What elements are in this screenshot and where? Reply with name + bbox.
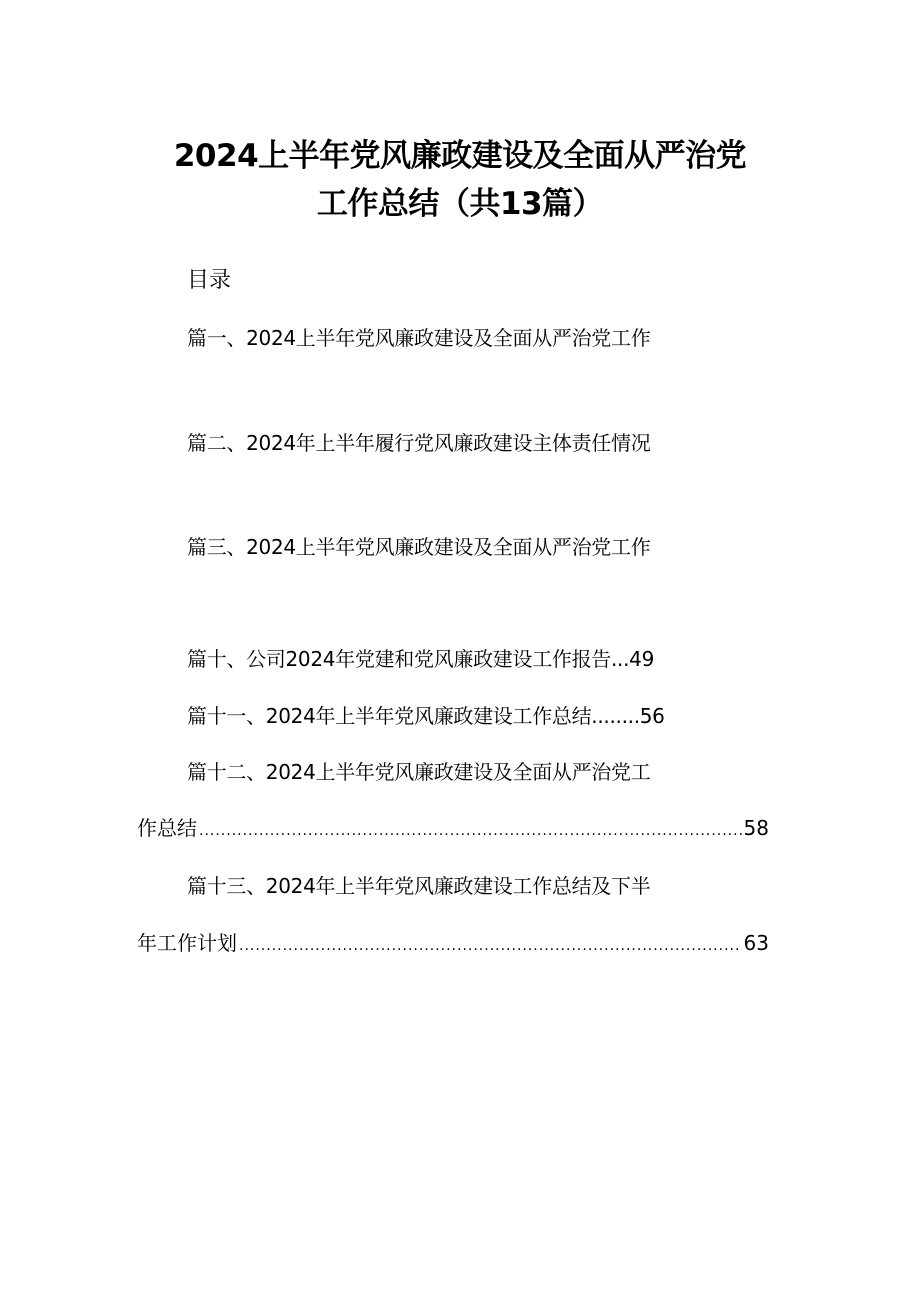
toc-leader-dots [239, 931, 742, 961]
toc-page-number: 58 [743, 816, 769, 840]
toc-heading: 目录 [187, 268, 232, 293]
document-title-line-2: 工作总结（共13篇） [316, 186, 604, 222]
toc-entry-12-continuation[interactable] [137, 813, 769, 846]
toc-entry-13-continuation[interactable] [137, 928, 769, 961]
toc-entry-10[interactable]: 篇十、公司2024年党建和党风廉政建设工作报告...49 [187, 647, 655, 671]
toc-leader-dots [199, 816, 742, 846]
document-title-line-1: 2024上半年党风廉政建设及全面从严治党 [173, 138, 747, 174]
toc-entry-2[interactable]: 篇二、2024年上半年履行党风廉政建设主体责任情况 [187, 431, 651, 455]
toc-entry-13[interactable]: 篇十三、2024年上半年党风廉政建设工作总结及下半 [187, 874, 651, 898]
toc-entry-12[interactable]: 篇十二、2024上半年党风廉政建设及全面从严治党工 [187, 760, 651, 784]
toc-entry-3[interactable]: 篇三、2024上半年党风廉政建设及全面从严治党工作 [187, 535, 651, 559]
toc-entry-11[interactable]: 篇十一、2024年上半年党风廉政建设工作总结........56 [187, 704, 665, 728]
toc-entry-12-cont-text: 作总结 [137, 816, 197, 840]
toc-entry-13-cont-text: 年工作计划 [137, 931, 237, 955]
toc-entry-1[interactable]: 篇一、2024上半年党风廉政建设及全面从严治党工作 [187, 326, 651, 350]
toc-page-number: 63 [743, 931, 769, 955]
